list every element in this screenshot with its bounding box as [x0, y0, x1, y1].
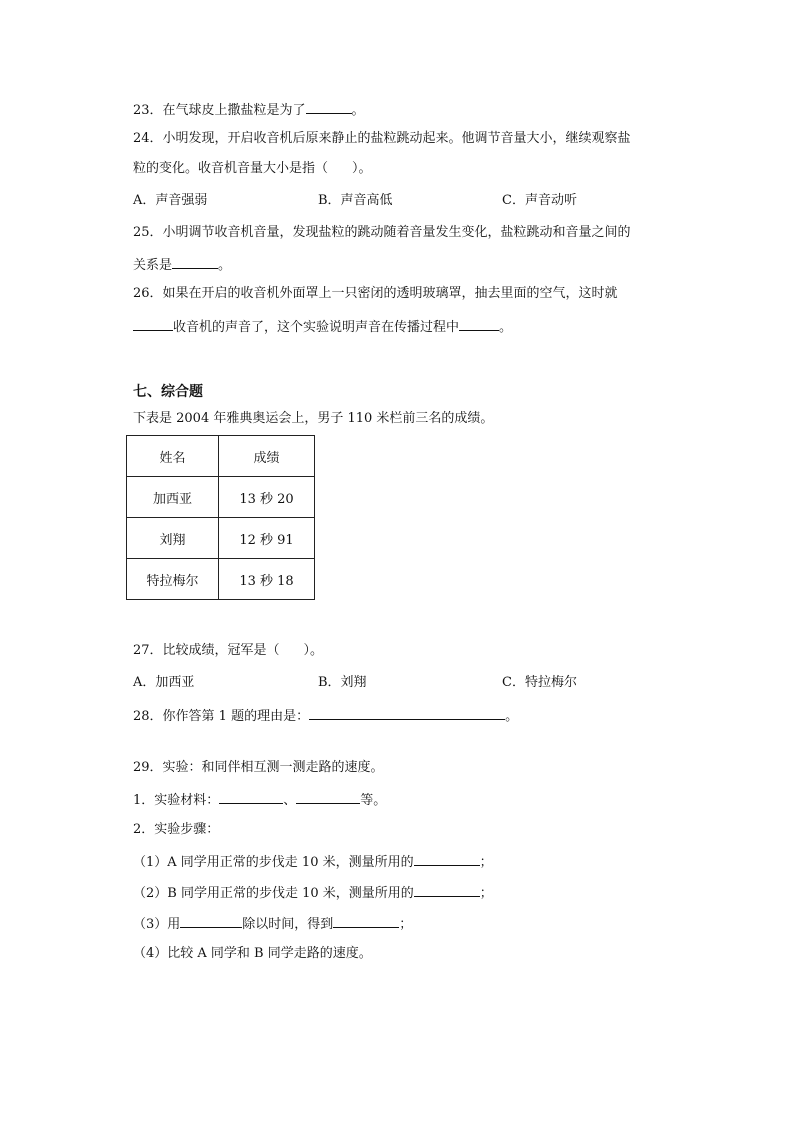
answer-blank[interactable] [309, 707, 505, 720]
results-table [126, 435, 315, 600]
table-cell: 13 秒 18 [219, 559, 315, 600]
table-header-cell: 姓名 [127, 436, 219, 477]
experiment-step-3: （3）用 除以时间，得到 ； [133, 917, 413, 932]
answer-blank[interactable] [219, 791, 283, 804]
question-26-line1: 26．如果在开启的收音机外面罩上一只密闭的透明玻璃罩，抽去里面的空气，这时就 [133, 286, 618, 301]
answer-blank[interactable] [414, 853, 480, 866]
option-a[interactable]: A．加西亚 [133, 675, 195, 690]
table-cell: 12 秒 91 [219, 518, 315, 559]
question-24-line1: 24．小明发现，开启收音机后原来静止的盐粒跳动起来。他调节音量大小，继续观察盐 [133, 131, 631, 146]
section-heading: 七、综合题 [133, 384, 203, 400]
experiment-steps-label: 2．实验步骤： [133, 822, 220, 837]
answer-blank[interactable] [459, 318, 499, 331]
table-row [127, 518, 315, 559]
answer-blank[interactable] [306, 101, 352, 114]
answer-blank[interactable] [414, 884, 480, 897]
section-intro: 下表是 2004 年雅典奥运会上，男子 110 米栏前三名的成绩。 [133, 411, 494, 426]
option-c[interactable]: C．声音动听 [502, 193, 577, 208]
experiment-step-2: （2）B 同学用正常的步伐走 10 米，测量所用的 ； [133, 886, 493, 901]
answer-blank[interactable] [333, 915, 399, 928]
option-b[interactable]: B．声音高低 [318, 193, 393, 208]
question-23-text: 23．在气球皮上撒盐粒是为了 [133, 103, 306, 118]
table-cell: 13 秒 20 [219, 477, 315, 518]
option-a[interactable]: A．声音强弱 [133, 193, 208, 208]
answer-blank[interactable] [296, 791, 360, 804]
table-header-row [127, 436, 315, 477]
question-27: 27．比较成绩，冠军是（ ）。 [133, 643, 324, 658]
question-29-title: 29．实验：和同伴相互测一测走路的速度。 [133, 760, 384, 775]
question-25-line1: 25．小明调节收音机音量，发现盐粒的跳动随着音量发生变化，盐粒跳动和音量之间的 [133, 225, 631, 240]
table-cell: 加西亚 [127, 477, 219, 518]
option-b[interactable]: B．刘翔 [318, 675, 367, 690]
question-26-line2: 收音机的声音了，这个实验说明声音在传播过程中 。 [133, 318, 512, 336]
answer-blank[interactable] [172, 256, 218, 269]
question-24-line2: 粒的变化。收音机音量大小是指（ ）。 [133, 161, 372, 176]
answer-blank[interactable] [133, 318, 173, 331]
answer-blank[interactable] [180, 915, 242, 928]
experiment-step-1: （1）A 同学用正常的步伐走 10 米，测量所用的 ； [133, 855, 493, 870]
table-row [127, 477, 315, 518]
experiment-materials: 1．实验材料： 、 等。 [133, 793, 387, 808]
question-25-line2: 关系是 。 [133, 258, 232, 273]
question-23: 23．在气球皮上撒盐粒是为了 。 [133, 103, 365, 118]
experiment-step-4: （4）比较 A 同学和 B 同学走路的速度。 [133, 946, 372, 961]
table-row [127, 559, 315, 600]
table-cell: 刘翔 [127, 518, 219, 559]
question-28: 28．你作答第 1 题的理由是： 。 [133, 709, 519, 724]
table-cell: 特拉梅尔 [127, 559, 219, 600]
option-c[interactable]: C．特拉梅尔 [502, 675, 577, 690]
table-header-cell: 成绩 [219, 436, 315, 477]
